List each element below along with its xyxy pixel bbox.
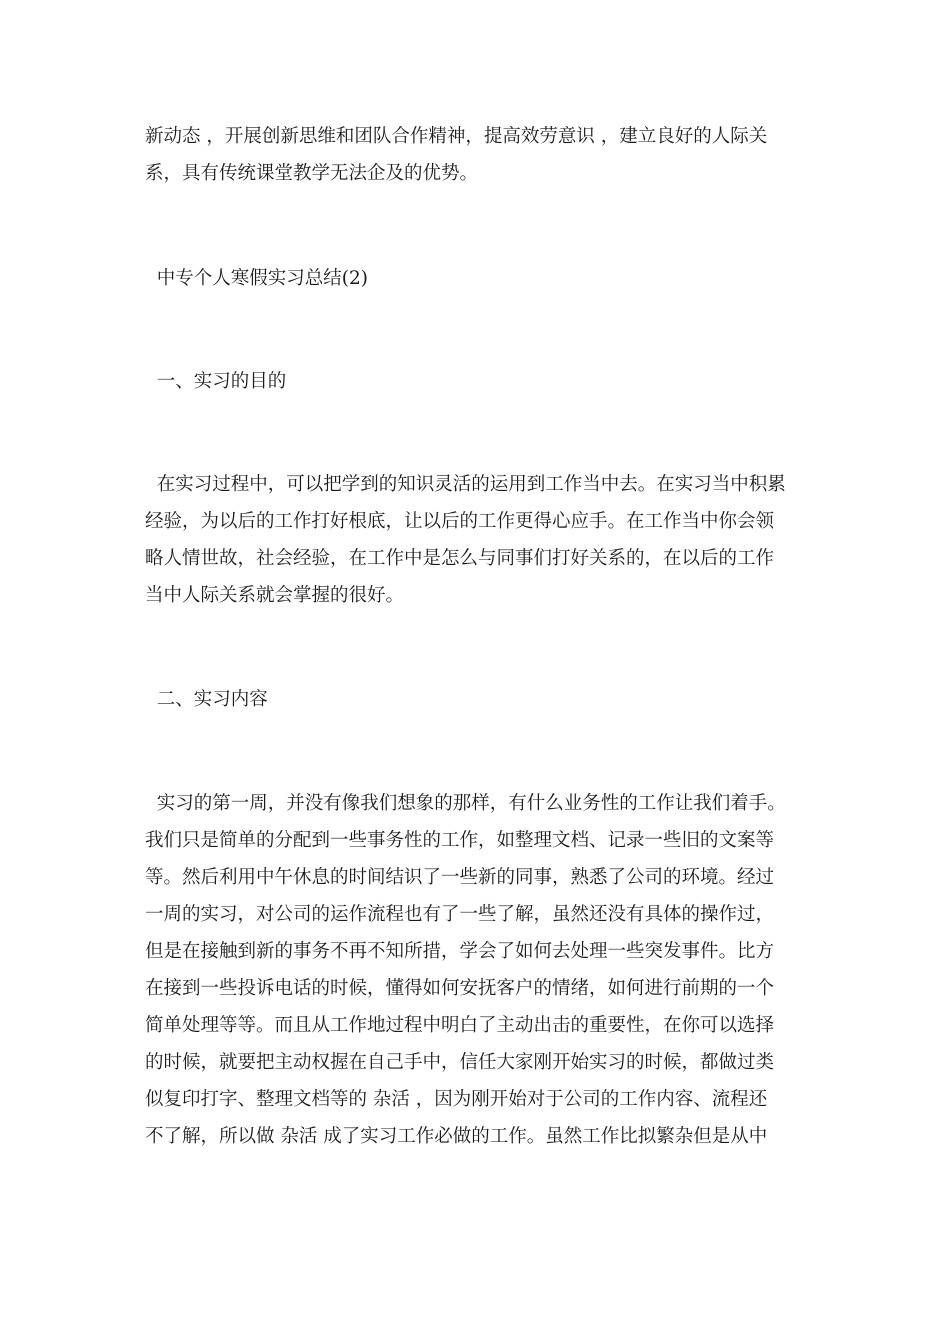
intro-line-1: 新动态 ，开展创新思维和团队合作精神，提高效劳意识 ，建立良好的人际关 bbox=[145, 126, 768, 147]
section1-line-2: 经验，为以后的工作打好根底，让以后的工作更得心应手。在工作当中你会领 bbox=[145, 511, 775, 532]
section2-line-8: 的时候，就要把主动权握在自己手中，信任大家刚开始实习的时候，都做过类 bbox=[145, 1052, 775, 1073]
section1-line-3: 略人情世故，社会经验，在工作中是怎么与同事们打好关系的，在以后的工作 bbox=[145, 548, 775, 569]
section1-line-1: 在实习过程中，可以把学到的知识灵活的运用到工作当中去。在实习当中积累 bbox=[145, 474, 786, 495]
section2-line-3: 等。然后利用中午休息的时间结识了一些新的同事，熟悉了公司的环境。经过 bbox=[145, 867, 775, 888]
section1-heading: 一、实习的目的 bbox=[145, 371, 287, 392]
intro-line-2: 系，具有传统课堂教学无法企及的优势。 bbox=[145, 163, 479, 184]
section2-line-1: 实习的第一周，并没有像我们想象的那样，有什么业务性的工作让我们着手。 bbox=[145, 793, 786, 814]
section1-line-4: 当中人际关系就会掌握的很好。 bbox=[145, 585, 405, 606]
section2-line-5: 但是在接触到新的事务不再不知所措，学会了如何去处理一些突发事件。比方 bbox=[145, 941, 775, 962]
section2-line-7: 简单处理等等。而且从工作地过程中明白了主动出击的重要性，在你可以选择 bbox=[145, 1015, 775, 1036]
section2-line-4: 一周的实习，对公司的运作流程也有了一些了解，虽然还没有具体的操作过， bbox=[145, 904, 775, 925]
section2-heading: 二、实习内容 bbox=[145, 689, 268, 710]
section2-line-9: 似复印打字、整理文档等的 杂活 ，因为刚开始对于公司的工作内容、流程还 bbox=[145, 1089, 768, 1110]
section2-line-6: 在接到一些投诉电话的时候，懂得如何安抚客户的情绪，如何进行前期的一个 bbox=[145, 978, 775, 999]
section2-line-10: 不了解，所以做 杂活 成了实习工作必做的工作。虽然工作比拟繁杂但是从中 bbox=[145, 1126, 768, 1147]
document-title: 中专个人寒假实习总结(2) bbox=[145, 268, 368, 289]
section2-line-2: 我们只是简单的分配到一些事务性的工作，如整理文档、记录一些旧的文案等 bbox=[145, 830, 775, 851]
